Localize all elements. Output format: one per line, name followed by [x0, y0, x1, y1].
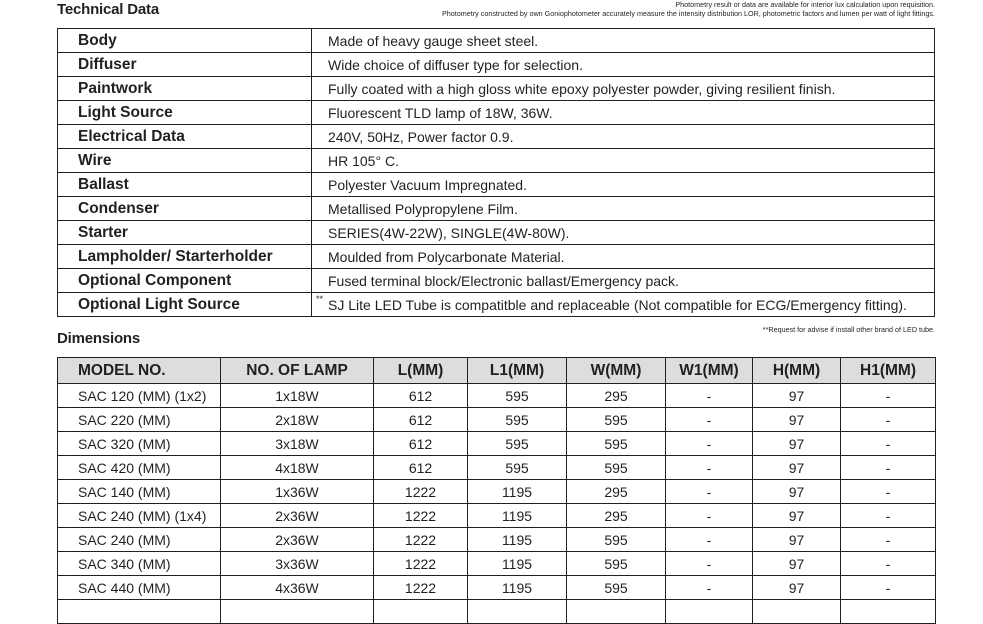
spec-value-cell	[312, 173, 935, 197]
table-row	[58, 528, 936, 552]
table-cell: -	[666, 408, 753, 432]
table-cell: -	[841, 384, 936, 408]
table-cell: 97	[753, 576, 841, 600]
spec-value-cell	[312, 29, 935, 53]
spec-row	[58, 53, 935, 77]
spec-value: Polyester Vacuum Impregnated.	[328, 176, 527, 193]
table-cell: SAC 320 (MM)	[58, 432, 221, 456]
table-cell: 97	[753, 528, 841, 552]
table-cell: 612	[374, 384, 468, 408]
spec-label: Electrical Data	[58, 125, 312, 149]
spec-value: SERIES(4W-22W), SINGLE(4W-80W).	[328, 224, 570, 241]
table-cell: -	[666, 552, 753, 576]
table-cell: 1195	[468, 504, 567, 528]
column-header: L(MM)	[374, 358, 468, 384]
footnote-mark: **	[316, 294, 324, 304]
led-tube-note: **Request for advise if install other brand of LED tube.	[762, 325, 935, 334]
table-cell	[753, 600, 841, 624]
dimensions-table	[57, 357, 936, 624]
table-cell: 595	[567, 408, 666, 432]
spec-row	[58, 101, 935, 125]
table-cell: 612	[374, 456, 468, 480]
table-cell: 3x18W	[221, 432, 374, 456]
spec-label: Diffuser	[58, 53, 312, 77]
spec-value: Fused terminal block/Electronic ballast/Emergency pack.	[328, 272, 679, 289]
spec-value: Moulded from Polycarbonate Material.	[328, 248, 565, 265]
table-cell: 97	[753, 432, 841, 456]
spec-label: Light Source	[58, 101, 312, 125]
spec-label: Starter	[58, 221, 312, 245]
spec-value: Fully coated with a high gloss white epoxy polyester powder, giving resilient finish.	[328, 80, 836, 97]
spec-value: Wide choice of diffuser type for selection.	[328, 56, 583, 73]
table-cell: 4x36W	[221, 576, 374, 600]
table-cell: 295	[567, 504, 666, 528]
column-header: NO. OF LAMP	[221, 358, 374, 384]
table-row	[58, 408, 936, 432]
spec-value-cell	[312, 221, 935, 245]
table-row	[58, 480, 936, 504]
photometry-note-line2: Photometry constructed by own Goniophotometer accurately measure the intensity distribution LOR, photometric factors and lumen per watt of light fittings.	[442, 9, 935, 18]
table-cell: SAC 240 (MM) (1x4)	[58, 504, 221, 528]
spec-value: Made of heavy gauge sheet steel.	[328, 32, 539, 49]
table-cell: SAC 340 (MM)	[58, 552, 221, 576]
table-cell: 595	[567, 432, 666, 456]
table-cell: 1222	[374, 528, 468, 552]
table-cell: SAC 120 (MM) (1x2)	[58, 384, 221, 408]
spec-row	[58, 245, 935, 269]
spec-value-cell	[312, 293, 935, 317]
technical-data-title: Technical Data	[57, 1, 159, 18]
table-cell: 595	[567, 528, 666, 552]
table-cell: 595	[468, 432, 567, 456]
spec-label: Wire	[58, 149, 312, 173]
table-cell: -	[841, 528, 936, 552]
table-cell: -	[666, 576, 753, 600]
technical-data-table	[57, 28, 935, 317]
table-row	[58, 600, 936, 624]
spec-value-cell	[312, 77, 935, 101]
spec-value-cell	[312, 53, 935, 77]
table-cell	[841, 600, 936, 624]
table-row	[58, 576, 936, 600]
column-header: MODEL NO.	[58, 358, 221, 384]
table-row	[58, 384, 936, 408]
table-cell: 595	[567, 456, 666, 480]
table-cell: -	[841, 480, 936, 504]
table-cell: -	[841, 432, 936, 456]
table-cell: 97	[753, 456, 841, 480]
spec-row	[58, 149, 935, 173]
table-cell	[221, 600, 374, 624]
spec-row	[58, 29, 935, 53]
table-cell: -	[841, 576, 936, 600]
table-cell: -	[666, 504, 753, 528]
column-header: L1(MM)	[468, 358, 567, 384]
column-header: H1(MM)	[841, 358, 936, 384]
table-cell: SAC 420 (MM)	[58, 456, 221, 480]
spec-row	[58, 77, 935, 101]
table-cell: SAC 240 (MM)	[58, 528, 221, 552]
table-cell: 97	[753, 504, 841, 528]
table-cell: 595	[468, 456, 567, 480]
spec-row	[58, 125, 935, 149]
table-cell: 595	[468, 384, 567, 408]
table-cell	[374, 600, 468, 624]
table-cell: 1222	[374, 504, 468, 528]
spec-row	[58, 221, 935, 245]
table-cell: 97	[753, 384, 841, 408]
table-cell: -	[666, 432, 753, 456]
spec-label: Ballast	[58, 173, 312, 197]
table-row	[58, 456, 936, 480]
table-cell: SAC 140 (MM)	[58, 480, 221, 504]
table-cell: 1195	[468, 480, 567, 504]
table-cell: -	[841, 552, 936, 576]
table-cell	[468, 600, 567, 624]
table-cell: 295	[567, 480, 666, 504]
dimensions-header-row	[58, 358, 936, 384]
table-cell: 2x36W	[221, 528, 374, 552]
table-cell: 4x18W	[221, 456, 374, 480]
spec-label: Body	[58, 29, 312, 53]
spec-value: Fluorescent TLD lamp of 18W, 36W.	[328, 104, 553, 121]
table-cell: 1222	[374, 480, 468, 504]
spec-value: SJ Lite LED Tube is compatitble and replaceable (Not compatible for ECG/Emergency fitting).	[328, 296, 907, 313]
photometry-note-line1: Photometry result or data are available for interior lux calculation upon requisition.	[675, 0, 935, 9]
spec-value-cell	[312, 101, 935, 125]
table-cell: -	[666, 456, 753, 480]
table-cell: 612	[374, 432, 468, 456]
table-cell: 295	[567, 384, 666, 408]
table-cell	[58, 600, 221, 624]
table-cell: 2x36W	[221, 504, 374, 528]
spec-label: Optional Component	[58, 269, 312, 293]
table-row	[58, 552, 936, 576]
dimensions-body	[58, 384, 936, 624]
spec-value-cell	[312, 245, 935, 269]
table-cell: 1x18W	[221, 384, 374, 408]
table-cell: -	[841, 504, 936, 528]
spec-label: Condenser	[58, 197, 312, 221]
spec-value-cell	[312, 269, 935, 293]
table-cell: -	[666, 480, 753, 504]
table-cell: 595	[567, 552, 666, 576]
table-cell: 1222	[374, 552, 468, 576]
table-cell: -	[841, 456, 936, 480]
table-cell: 595	[567, 576, 666, 600]
table-cell: 3x36W	[221, 552, 374, 576]
spec-row	[58, 173, 935, 197]
column-header: W1(MM)	[666, 358, 753, 384]
table-cell: 2x18W	[221, 408, 374, 432]
spec-value-cell	[312, 149, 935, 173]
dimensions-title: Dimensions	[57, 330, 141, 347]
table-cell: 1222	[374, 576, 468, 600]
spec-row	[58, 293, 935, 317]
table-cell: 1195	[468, 528, 567, 552]
spec-label: Paintwork	[58, 77, 312, 101]
column-header: W(MM)	[567, 358, 666, 384]
spec-value: Metallised Polypropylene Film.	[328, 200, 518, 217]
table-cell: 97	[753, 552, 841, 576]
table-cell: 1195	[468, 552, 567, 576]
table-cell	[666, 600, 753, 624]
photometry-note	[442, 0, 935, 18]
table-cell: -	[841, 408, 936, 432]
spec-value: HR 105° C.	[328, 152, 399, 169]
table-cell: SAC 440 (MM)	[58, 576, 221, 600]
spec-row	[58, 197, 935, 221]
table-row	[58, 432, 936, 456]
table-cell: 595	[468, 408, 567, 432]
table-cell: 97	[753, 408, 841, 432]
table-cell	[567, 600, 666, 624]
technical-data-body	[58, 29, 935, 317]
column-header: H(MM)	[753, 358, 841, 384]
spec-value-cell	[312, 197, 935, 221]
table-cell: 1195	[468, 576, 567, 600]
table-cell: 1x36W	[221, 480, 374, 504]
table-cell: 612	[374, 408, 468, 432]
table-cell: 97	[753, 480, 841, 504]
table-row	[58, 504, 936, 528]
spec-row	[58, 269, 935, 293]
spec-value: 240V, 50Hz, Power factor 0.9.	[328, 128, 514, 145]
table-cell: -	[666, 528, 753, 552]
table-cell: SAC 220 (MM)	[58, 408, 221, 432]
spec-label: Optional Light Source	[58, 293, 312, 317]
table-cell: -	[666, 384, 753, 408]
spec-value-cell	[312, 125, 935, 149]
spec-label: Lampholder/ Starterholder	[58, 245, 312, 269]
